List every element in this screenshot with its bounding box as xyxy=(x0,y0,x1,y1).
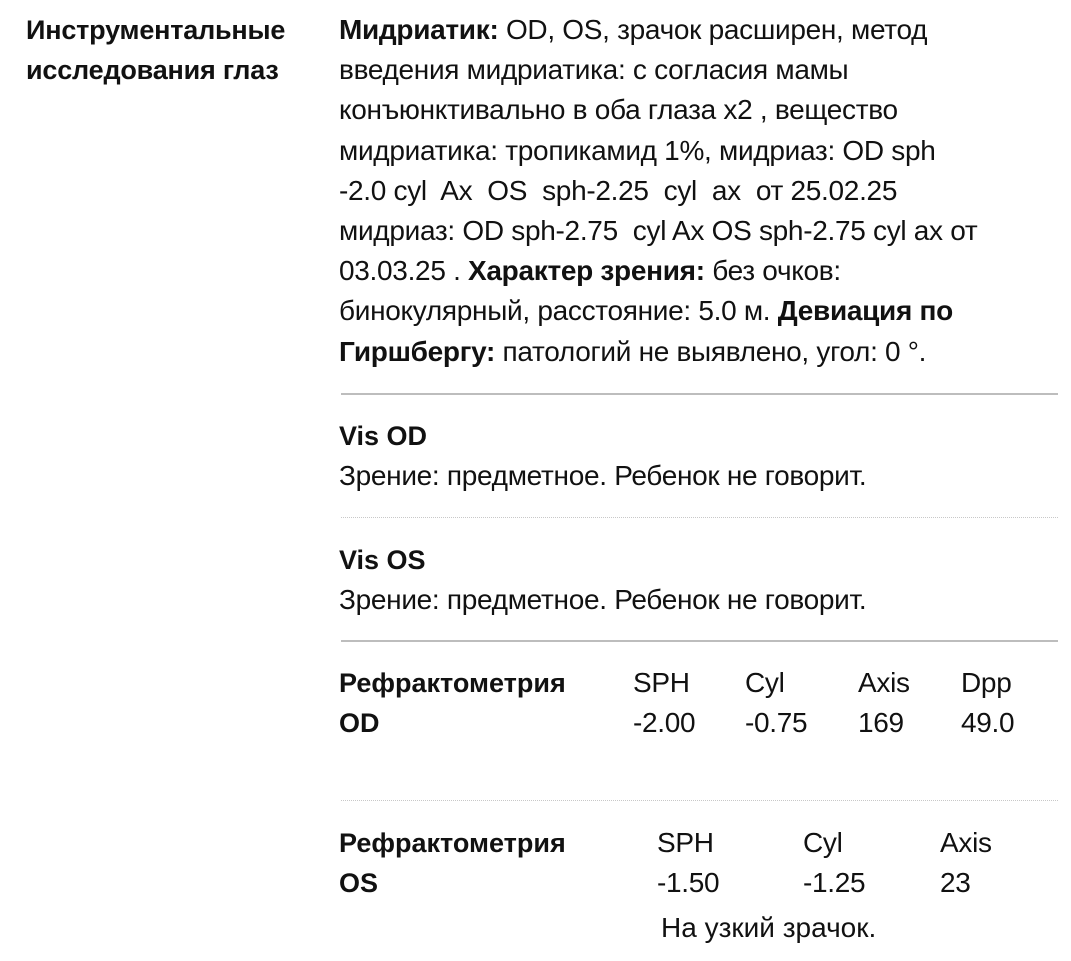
refractometry-os-header-sph: SPH xyxy=(657,827,714,858)
deviation-title-part1: Девиация по xyxy=(777,295,953,327)
deviation-text: патологий не выявлено, угол: 0 °. xyxy=(495,335,927,367)
vision-character-text: без очков: xyxy=(704,255,841,287)
vis-od-text: Зрение: предметное. Ребенок не говорит. xyxy=(339,460,867,491)
mydriatic-line-1 xyxy=(339,10,1059,50)
refractometry-os-value-sph: -1.50 xyxy=(657,867,720,898)
mydriatic-line-3: конъюнктивально в оба глаза x2 , вещество xyxy=(339,94,898,126)
mydriatic-line-7 xyxy=(339,251,1059,291)
mydriatic-paragraph xyxy=(339,10,1059,372)
section-label xyxy=(26,10,326,90)
vis-od-block xyxy=(339,416,1059,496)
mydriatic-line-9 xyxy=(339,332,1059,372)
divider-dotted xyxy=(341,517,1058,518)
refractometry-od-header-sph: SPH xyxy=(633,667,690,698)
refractometry-os-eye: OS xyxy=(339,868,379,898)
mydriatic-title: Мидриатик: xyxy=(339,14,499,45)
refractometry-os-value-cyl: -1.25 xyxy=(803,867,866,898)
mydriatic-line-4: мидриатика: тропикамид 1%, мидриаз: OD sph xyxy=(339,134,936,166)
section-label-line2: исследования глаз xyxy=(26,55,279,85)
divider-dotted xyxy=(341,800,1058,801)
refractometry-os-table xyxy=(339,823,1059,953)
refractometry-os-title-line1: Рефрактометрия xyxy=(339,828,566,858)
refractometry-od-value-axis: 169 xyxy=(858,707,904,738)
refractometry-od-header-axis: Axis xyxy=(858,667,910,698)
mydriatic-line-6: мидриаз: OD sph-2.75 cyl Ax OS sph-2.75 cyl ax от xyxy=(339,215,978,247)
refractometry-os-header-axis: Axis xyxy=(940,827,992,858)
mydriatic-line-2: введения мидриатика: с согласия мамы xyxy=(339,54,849,86)
refractometry-od-eye: OD xyxy=(339,708,380,738)
refractometry-od-title-line1: Рефрактометрия xyxy=(339,668,566,698)
refractometry-os-title xyxy=(339,823,566,903)
divider xyxy=(341,393,1058,395)
refractometry-od-value-sph: -2.00 xyxy=(633,707,696,738)
refractometry-od-value-dpp: 49.0 xyxy=(961,707,1015,738)
deviation-title-part2: Гиршбергу: xyxy=(339,335,495,367)
refractometry-od-value-cyl: -0.75 xyxy=(745,707,808,738)
mydriatic-text-1: OD, OS, зрачок расширен, метод xyxy=(498,14,928,45)
refractometry-od-header-dpp: Dpp xyxy=(961,667,1012,698)
vision-character-title: Характер зрения: xyxy=(468,255,705,287)
section-label-line1: Инструментальные xyxy=(26,15,286,45)
mydriatic-date: 03.03.25 . xyxy=(339,255,469,287)
vis-os-title: Vis OS xyxy=(339,545,426,575)
mydriatic-line-8 xyxy=(339,291,1059,331)
refractometry-od-header-cyl: Cyl xyxy=(745,667,785,698)
distance-text: бинокулярный, расстояние: 5.0 м. xyxy=(339,295,778,327)
refractometry-od-table xyxy=(339,663,1059,763)
refractometry-os-header-cyl: Cyl xyxy=(803,827,843,858)
refractometry-os-value-axis: 23 xyxy=(940,867,971,898)
vis-os-text: Зрение: предметное. Ребенок не говорит. xyxy=(339,584,867,615)
mydriatic-line-5: -2.0 cyl Ax OS sph-2.25 cyl ax от 25.02.25 xyxy=(339,174,898,206)
divider xyxy=(341,640,1058,642)
vis-os-block xyxy=(339,540,1059,620)
vis-od-title: Vis OD xyxy=(339,421,428,451)
refractometry-od-title xyxy=(339,663,566,743)
refractometry-os-note: На узкий зрачок. xyxy=(661,912,877,943)
